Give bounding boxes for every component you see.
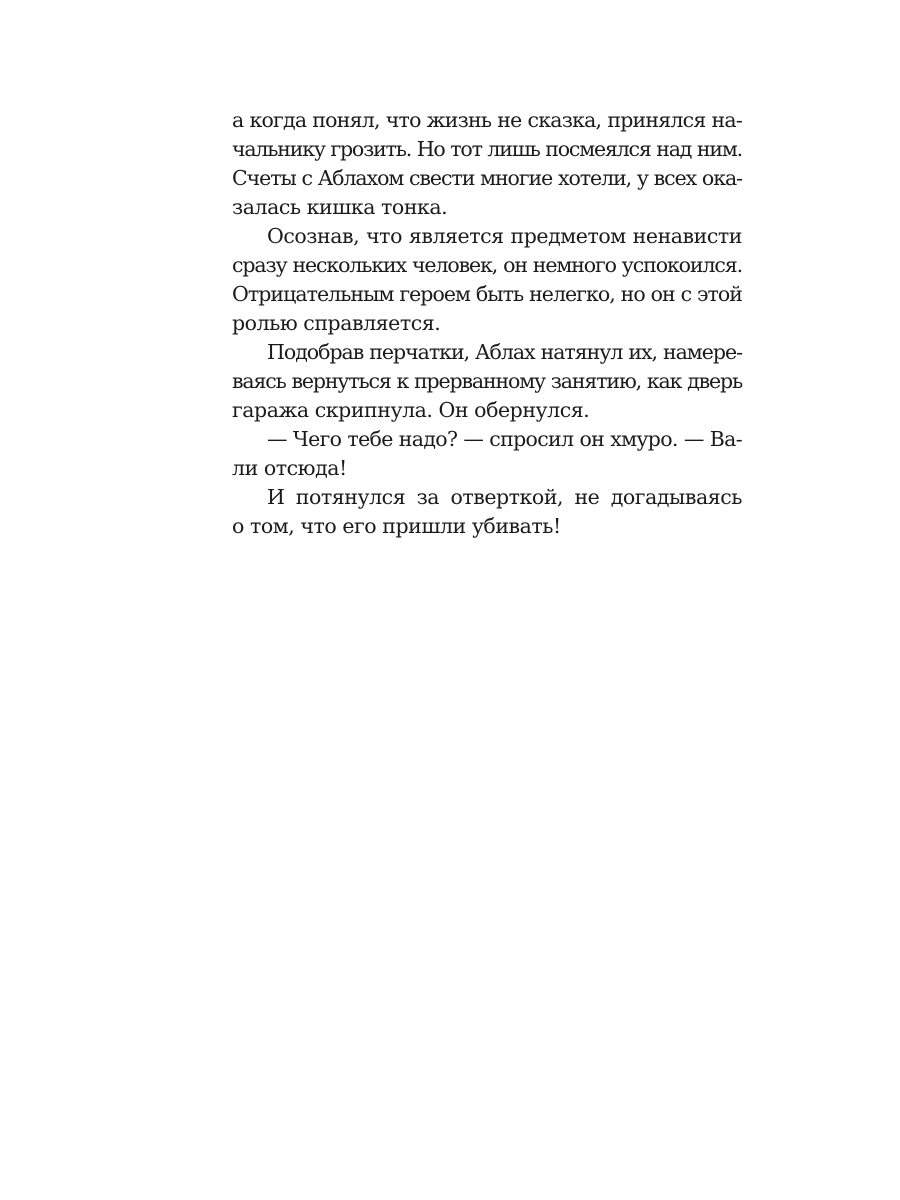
text-line: а когда понял, что жизнь не сказка, принялся на- — [232, 108, 742, 132]
body-text — [232, 106, 742, 541]
text-line: — Чего тебе надо? — спросил он хмуро. — Ва- — [267, 427, 742, 451]
text-line: ролью справляется. — [232, 311, 441, 335]
text-line: ли отсюда! — [232, 456, 347, 480]
text-line: гаража скрипнула. Он обернулся. — [232, 398, 590, 422]
text-line: о том, что его пришли убивать! — [232, 514, 561, 538]
text-line: ваясь вернуться к прерванному занятию, как дверь — [232, 369, 742, 393]
text-line: Счеты с Аблахом свести многие хотели, у всех ока- — [232, 166, 742, 190]
text-line: Осознав, что является предметом ненависти — [267, 224, 742, 248]
text-line: залась кишка тонка. — [232, 195, 448, 219]
text-line: Отрицательным героем быть нелегко, но он с этой — [232, 282, 742, 306]
text-line: чальнику грозить. Но тот лишь посмеялся над ним. — [232, 137, 742, 161]
text-line: Подобрав перчатки, Аблах натянул их, намере- — [267, 340, 742, 364]
text-line: сразу нескольких человек, он немного успокоился. — [232, 253, 742, 277]
text-line: И потянулся за отверткой, не догадываясь — [267, 485, 742, 509]
